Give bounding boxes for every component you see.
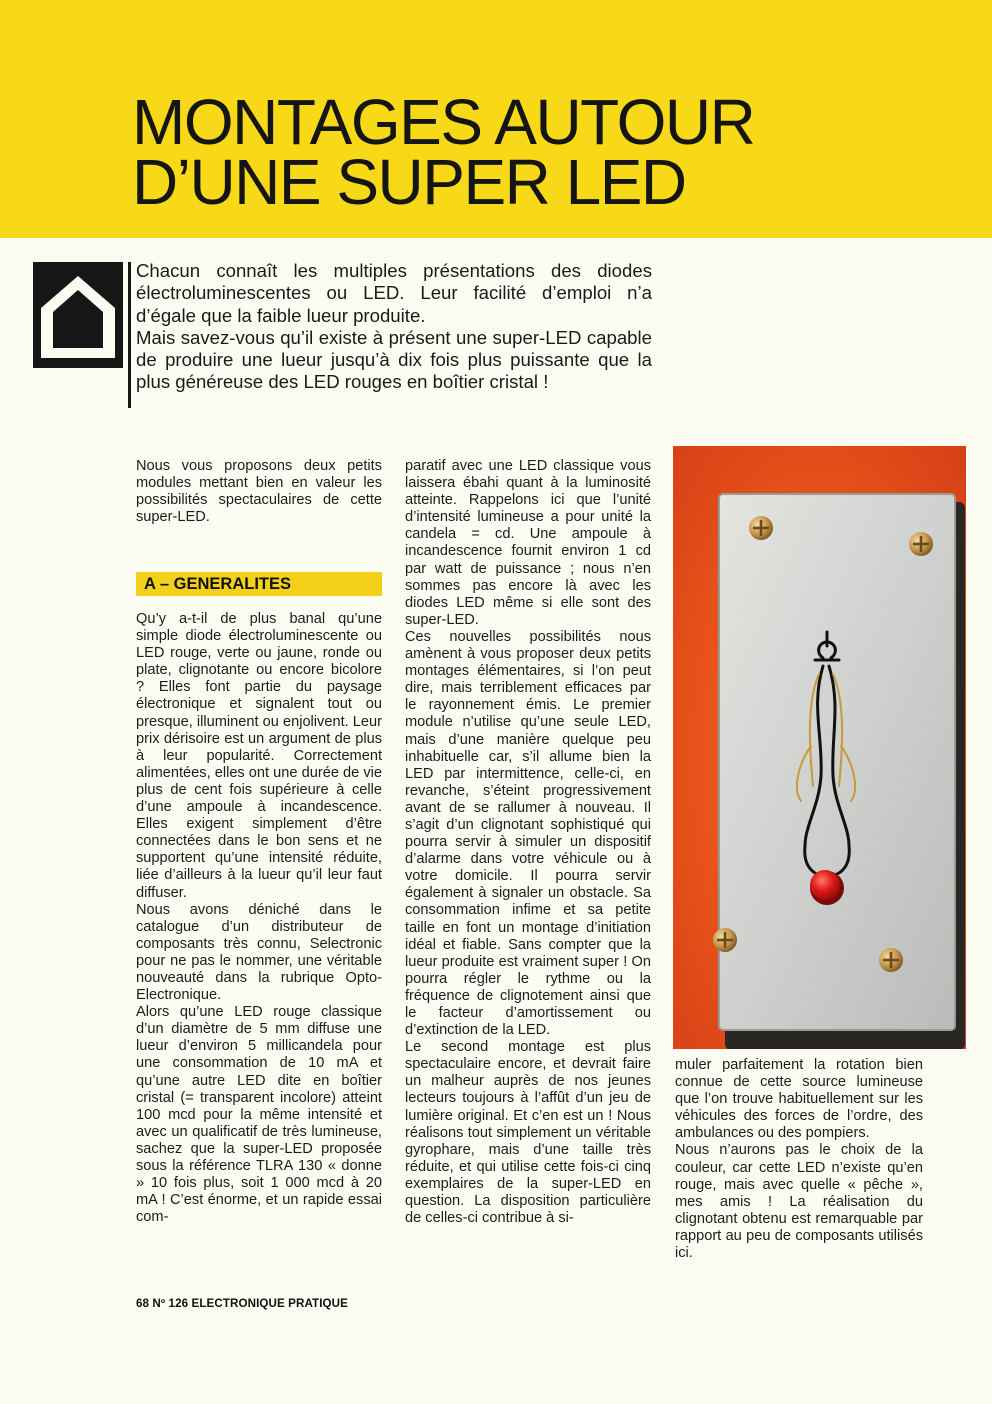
- home-icon: [33, 262, 123, 368]
- lead-text-1: Chacun connaît les multiples présentations des diodes électroluminescentes ou LED. Leur facilité d’emploi n’a d’égale que la faible lueur produite.: [136, 260, 652, 326]
- led-module-illustration: [673, 446, 966, 1049]
- title-line-2: D’UNE SUPER LED: [132, 146, 686, 218]
- column-2-paragraph-1: paratif avec une LED classique vous laissera ébahi quant à la luminosité atteinte. Rappelons ici que l’unité d’intensité lumineuse a pour unité la candela = cd. Une ampoule à incandescence fournit environ 1 cd par watt de puissance ; nous n’en sommes pas encore là avec les diodes LED même si elle sont des super-LED.: [405, 458, 651, 628]
- intro-paragraph: Nous vous proposons deux petits modules mettant bien en valeur les possibilités spectaculaires de cette super-LED.: [136, 458, 382, 526]
- column-3-paragraph-2: Nous n’aurons pas le choix de la couleur, car cette LED n’existe qu’en rouge, mais avec quelle « pêche », mes amis ! La réalisation du clignotant obtenu est remarquable par rapport au peu de composants utilisés ici.: [675, 1142, 923, 1262]
- lead-paragraph: [136, 260, 652, 394]
- article-title: [132, 86, 755, 218]
- led-module-photo: [673, 446, 966, 1049]
- section-heading-text: A – GENERALITES: [144, 575, 291, 593]
- title-line-1: MONTAGES AUTOUR: [132, 86, 755, 158]
- lead-rule: [128, 262, 131, 408]
- page-footer: 68 Nº 126 ELECTRONIQUE PRATIQUE: [136, 1297, 348, 1310]
- column-2-paragraph-3: Le second montage est plus spectaculaire encore, et devrait faire un malheur auprès de nos jeunes lecteurs toujours à l’affût d’un jeu de lumière original. Et c’en est un ! Nous réalisons tout simplement un véritable gyrophare, mais d’une taille très réduite, et qui utilise cette fois-ci cinq exemplaires de la super-LED en question. La disposition particulière de celles-ci contribue à si-: [405, 1039, 651, 1227]
- intro-text: [136, 458, 382, 526]
- column-1-paragraph-1: Qu’y a-t-il de plus banal qu’une simple diode électroluminescente ou LED rouge, verte ou jaune, ronde ou plate, clignotante ou encore bicolore ? Elles font partie du paysage électronique et signalent tout ou presque, illuminent ou enjolivent. Leur prix dérisoire est un argument de plus à leur popularité. Correctement alimentées, elles ont une durée de vie plus de cent fois supérieure à celle d’une ampoule à incandescence. Elles exigent simplement d’être connectées dans le bon sens et ne supportent qu’une intensité réduite, liée d’ailleurs à la lueur qu’il leur faut diffuser.: [136, 611, 382, 901]
- section-heading: [136, 572, 382, 596]
- column-1: [136, 611, 382, 1226]
- screw-icon: [749, 516, 773, 540]
- column-2-paragraph-2: Ces nouvelles possibilités nous amènent à vous proposer deux petits montages élémentaires, si l’on peut dire, mais terriblement efficaces par le rayonnement émis. Le premier module n’utilise qu’une seule LED, mais d’une manière quelque peu inhabituelle car, s’il allume bien la LED par intermittence, celle-ci, en revanche, s’éteint progressivement avant de se rallumer à nouveau. Il s’agit d’un clignotant sophistiqué qui pourra servir à simuler un dispositif d’alarme dans votre véhicule ou à votre domicile. Il pourra servir également à signaler un obstacle. Sa consommation infime et sa petite taille en font un montage d’initiation idéal et fiable. Sans compter que la lueur produite est vraiment super ! On pourra régler le rythme ou la fréquence de clignotement ainsi que le facteur d’amortissement ou d’extinction de la LED.: [405, 628, 651, 1039]
- screw-icon: [909, 532, 933, 556]
- led-icon: [810, 870, 840, 900]
- column-1-paragraph-2: Nous avons déniché dans le catalogue d’un distributeur de composants très connu, Selectronic pour ne pas le nommer, une véritable nouveauté dans la rubrique Opto-Electronique.: [136, 901, 382, 1004]
- column-2: [405, 458, 651, 1227]
- column-3: [675, 1057, 923, 1262]
- column-3-paragraph-1: muler parfaitement la rotation bien connue de cette source lumineuse que l’on trouve habituellement sur les véhicules des forces de l’ordre, des ambulances ou des pompiers.: [675, 1057, 923, 1142]
- screw-icon: [713, 928, 737, 952]
- lead-text-2: Mais savez-vous qu’il existe à présent une super-LED capable de produire une lueur jusqu’à dix fois plus puissante que la plus généreuse des LED rouges en boîtier cristal !: [136, 326, 652, 393]
- screw-icon: [879, 948, 903, 972]
- column-1-paragraph-3: Alors qu’une LED rouge classique d’un diamètre de 5 mm diffuse une lueur d’environ 5 millicandela pour une consommation de 10 mA et qu’une autre LED dite en boîtier cristal (= transparent incolore) atteint 100 mcd pour la même intensité et avec un qualificatif de très lumineuse, sachez que la super-LED proposée sous la référence TLRA 130 « donne » 10 fois plus, soit 1 000 mcd à 20 mA ! C’est énorme, et un rapide essai com-: [136, 1004, 382, 1226]
